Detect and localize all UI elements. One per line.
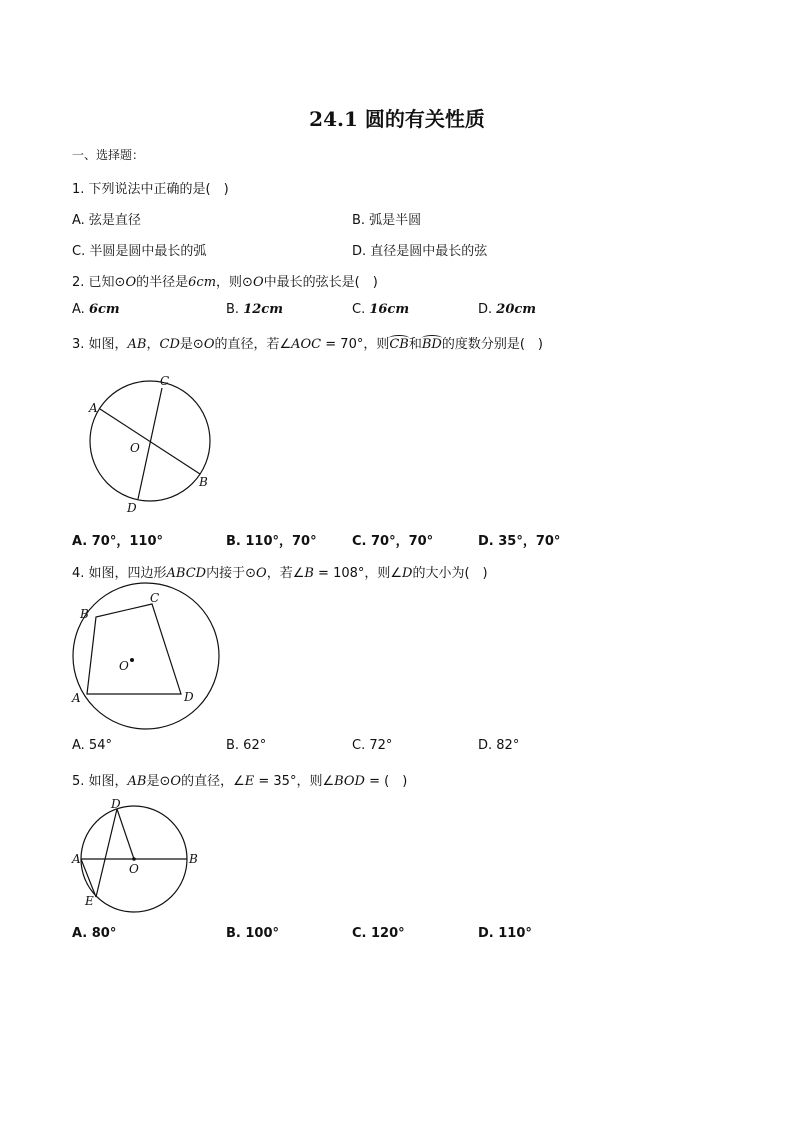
option-value: 16cm xyxy=(369,302,410,317)
q4-mid: 内接于 xyxy=(206,566,246,581)
option-letter: A. xyxy=(72,302,89,317)
q5-option-b: B. 100° xyxy=(226,926,280,941)
label-o: O xyxy=(119,659,129,673)
q1-option-a: A. 弦是直径 xyxy=(72,213,141,228)
math-o: O xyxy=(170,774,182,789)
math-aoc: AOC xyxy=(291,337,322,352)
math-o: O xyxy=(252,275,264,290)
label-d: D xyxy=(111,797,121,811)
q4-mid2: ，若∠ xyxy=(266,566,305,581)
q3-option-b: B. 110°，70° xyxy=(226,534,317,549)
arc-bd: BD xyxy=(421,337,442,352)
q3-prefix: 3. 如图， xyxy=(72,337,128,352)
q3-tail: 的度数分别是( ) xyxy=(441,337,543,352)
math-radius: 6cm xyxy=(188,275,217,290)
math-abcd: ABCD xyxy=(166,566,207,581)
math-d: D xyxy=(402,566,413,581)
circle-symbol: ⊙ xyxy=(159,774,171,789)
section-heading: 一、选择题： xyxy=(72,148,145,162)
math-o: O xyxy=(203,337,215,352)
q5-mid2: 的直径，∠ xyxy=(181,774,245,789)
q3-mid2: 的直径，若∠ xyxy=(214,337,292,352)
q1-option-d: D. 直径是圆中最长的弦 xyxy=(352,244,488,259)
q3-comma: ， xyxy=(146,337,160,352)
q5-prefix: 5. 如图， xyxy=(72,774,128,789)
arc-cb: CB xyxy=(389,337,409,352)
q5-center-dot xyxy=(132,857,136,861)
label-o: O xyxy=(130,441,140,455)
math-e: E xyxy=(244,774,255,789)
q4-option-d: D. 82° xyxy=(478,738,520,753)
label-b: B xyxy=(189,852,198,866)
q2-mid: 的半径是 xyxy=(136,275,189,290)
label-a: A xyxy=(89,401,98,415)
label-d: D xyxy=(127,501,137,515)
label-a: A xyxy=(72,852,81,866)
q4-option-c: C. 72° xyxy=(352,738,393,753)
label-o: O xyxy=(129,862,139,876)
q3-option-a: A. 70°，110° xyxy=(72,534,163,549)
option-letter: B. xyxy=(226,302,244,317)
label-e: E xyxy=(85,894,94,908)
q1-option-c: C. 半圆是圆中最长的弧 xyxy=(72,244,207,259)
option-letter: C. xyxy=(352,302,370,317)
label-b: B xyxy=(199,475,208,489)
q4-prefix: 4. 如图，四边形 xyxy=(72,566,167,581)
q2-mid2: ，则 xyxy=(216,275,243,290)
math-cd: CD xyxy=(159,337,180,352)
q5-chord-ae xyxy=(81,859,96,897)
circle-symbol: ⊙ xyxy=(245,566,257,581)
q5-option-d: D. 110° xyxy=(478,926,532,941)
option-value: 6cm xyxy=(88,302,120,317)
circle-symbol: ⊙ xyxy=(242,275,253,290)
label-c: C xyxy=(160,374,170,388)
q5-tail: = ( ) xyxy=(364,774,408,789)
question-1-stem: 1. 下列说法中正确的是( ) xyxy=(72,182,229,197)
math-bod: BOD xyxy=(334,774,365,789)
q2-prefix: 2. 已知 xyxy=(72,275,115,290)
math-ab: AB xyxy=(127,774,147,789)
q4-option-a: A. 54° xyxy=(72,738,112,753)
page-title: 24.1 圆的有关性质 xyxy=(309,107,485,131)
q5-eq: = 35°，则∠ xyxy=(254,774,335,789)
label-b: B xyxy=(80,607,89,621)
q3-and: 和 xyxy=(408,337,422,352)
q5-radius-od xyxy=(117,809,134,859)
q5-option-a: A. 80° xyxy=(72,926,117,941)
q3-mid: 是 xyxy=(179,337,193,352)
label-d: D xyxy=(184,690,194,704)
q5-option-c: C. 120° xyxy=(352,926,405,941)
option-letter: D. xyxy=(478,302,497,317)
q3-eq: = 70°，则 xyxy=(321,337,390,352)
math-ab: AB xyxy=(127,337,147,352)
q4-eq: = 108°，则∠ xyxy=(313,566,403,581)
circle-symbol: ⊙ xyxy=(114,275,126,290)
math-o: O xyxy=(125,275,137,290)
label-a: A xyxy=(72,691,81,705)
q2-tail: 中最长的弦长是( ) xyxy=(263,275,378,290)
label-c: C xyxy=(150,591,160,605)
q3-option-d: D. 35°，70° xyxy=(478,534,561,549)
option-value: 20cm xyxy=(496,302,537,317)
q4-option-b: B. 62° xyxy=(226,738,267,753)
math-b: B xyxy=(304,566,314,581)
circle-symbol: ⊙ xyxy=(192,337,204,352)
q5-mid: 是 xyxy=(146,774,160,789)
option-value: 12cm xyxy=(243,302,283,317)
math-o: O xyxy=(256,566,267,581)
q4-tail: 的大小为( ) xyxy=(412,566,488,581)
q1-option-b: B. 弧是半圆 xyxy=(352,213,422,228)
q3-option-c: C. 70°，70° xyxy=(352,534,434,549)
q5-chord-ed xyxy=(96,809,117,897)
